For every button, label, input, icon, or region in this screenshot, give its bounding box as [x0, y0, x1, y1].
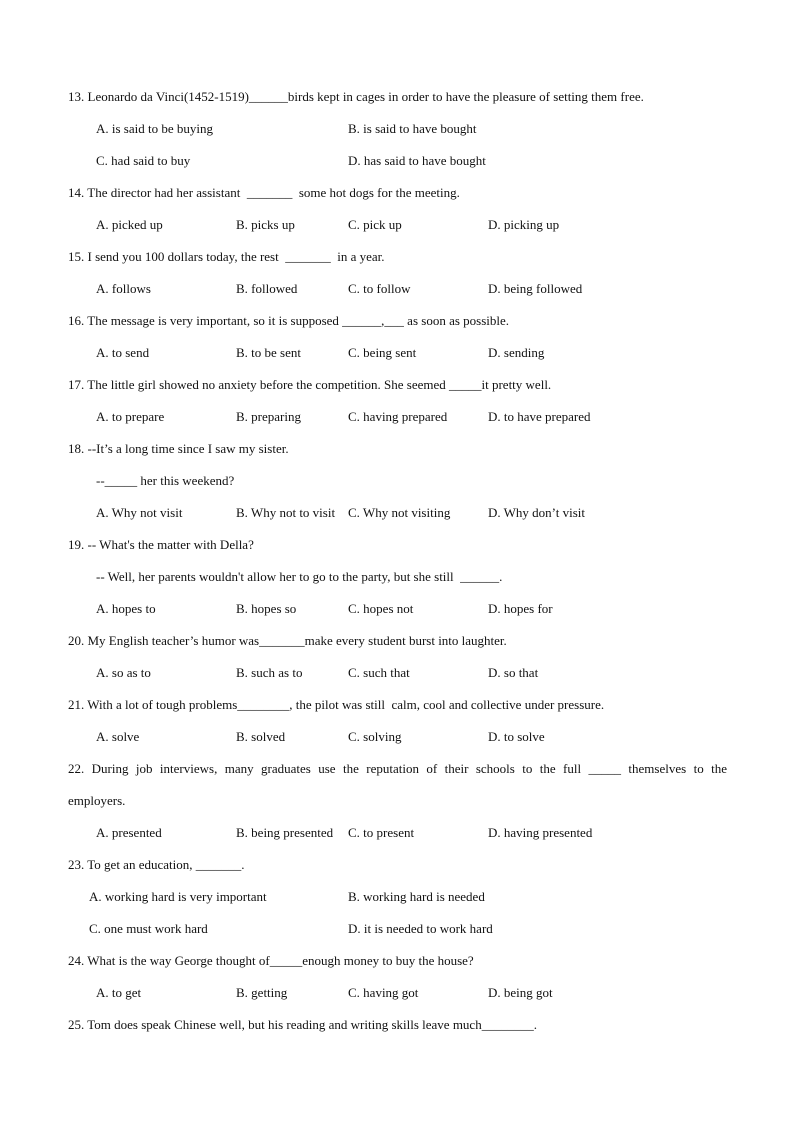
question-16-option-b: B. to be sent — [236, 345, 301, 360]
question-20-option-b: B. such as to — [236, 665, 303, 680]
question-21-option-a: A. solve — [96, 729, 140, 744]
question-21-option-d: D. to solve — [488, 729, 545, 744]
question-18-stem-reply: --_____ her this weekend? — [96, 473, 235, 488]
question-15-option-d: D. being followed — [488, 281, 583, 296]
question-19-stem: 19. -- What's the matter with Della? — [68, 537, 254, 552]
question-22-option-d: D. having presented — [488, 825, 593, 840]
question-14-stem: 14. The director had her assistant _______ some hot dogs for the meeting. — [68, 185, 460, 200]
question-14-option-a: A. picked up — [96, 217, 163, 232]
question-15-stem: 15. I send you 100 dollars today, the rest _______ in a year. — [68, 249, 385, 264]
question-24-option-a: A. to get — [96, 985, 142, 1000]
question-17-option-b: B. preparing — [236, 409, 301, 424]
question-17-option-a: A. to prepare — [96, 409, 165, 424]
question-14-option-c: C. pick up — [348, 217, 402, 232]
question-22-option-c: C. to present — [348, 825, 415, 840]
question-20-stem: 20. My English teacher’s humor was_______make every student burst into laughter. — [68, 633, 507, 648]
question-23-option-c: C. one must work hard — [89, 921, 208, 936]
question-23-option-b: B. working hard is needed — [348, 889, 485, 904]
question-18-stem: 18. --It’s a long time since I saw my sister. — [68, 441, 289, 456]
question-24-stem: 24. What is the way George thought of_____enough money to buy the house? — [68, 953, 474, 968]
question-13-option-d: D. has said to have bought — [348, 153, 486, 168]
question-24-option-d: D. being got — [488, 985, 553, 1000]
question-25-stem: 25. Tom does speak Chinese well, but his reading and writing skills leave much________. — [68, 1017, 537, 1032]
question-13-option-a: A. is said to be buying — [96, 121, 213, 136]
question-16-option-a: A. to send — [96, 345, 150, 360]
question-19-option-a: A. hopes to — [96, 601, 156, 616]
question-23-stem: 23. To get an education, _______. — [68, 857, 245, 872]
question-20-option-d: D. so that — [488, 665, 539, 680]
question-23-option-d: D. it is needed to work hard — [348, 921, 493, 936]
question-17-option-c: C. having prepared — [348, 409, 448, 424]
question-13-option-b: B. is said to have bought — [348, 121, 477, 136]
question-21-option-c: C. solving — [348, 729, 402, 744]
question-13-option-c: C. had said to buy — [96, 153, 191, 168]
question-15-option-a: A. follows — [96, 281, 151, 296]
question-22-option-b: B. being presented — [236, 825, 334, 840]
question-21-stem: 21. With a lot of tough problems________, the pilot was still calm, cool and collective under pressure. — [68, 697, 605, 712]
question-19-option-d: D. hopes for — [488, 601, 553, 616]
question-24-option-b: B. getting — [236, 985, 288, 1000]
question-20-option-a: A. so as to — [96, 665, 151, 680]
question-18-option-c: C. Why not visiting — [348, 505, 451, 520]
question-13-stem: 13. Leonardo da Vinci(1452-1519)______birds kept in cages in order to have the pleasure of setting them free. — [68, 89, 644, 104]
question-19-stem-reply: -- Well, her parents wouldn't allow her to go to the party, but she still ______. — [96, 569, 503, 584]
question-19-option-c: C. hopes not — [348, 601, 414, 616]
question-19-option-b: B. hopes so — [236, 601, 297, 616]
question-18-option-a: A. Why not visit — [96, 505, 183, 520]
question-14-option-d: D. picking up — [488, 217, 560, 232]
question-14-option-b: B. picks up — [236, 217, 295, 232]
question-16-option-d: D. sending — [488, 345, 545, 360]
question-18-option-d: D. Why don’t visit — [488, 505, 586, 520]
question-24-option-c: C. having got — [348, 985, 419, 1000]
question-22-stem-continued: employers. — [68, 793, 126, 808]
question-17-option-d: D. to have prepared — [488, 409, 591, 424]
question-18-option-b: B. Why not to visit — [236, 505, 336, 520]
question-22-option-a: A. presented — [96, 825, 162, 840]
question-17-stem: 17. The little girl showed no anxiety before the competition. She seemed _____it pretty well. — [68, 377, 552, 392]
question-15-option-b: B. followed — [236, 281, 298, 296]
question-20-option-c: C. such that — [348, 665, 410, 680]
question-22-stem: 22. During job interviews, many graduates use the reputation of their schools to the full _____ themselves to the — [68, 761, 727, 776]
question-21-option-b: B. solved — [236, 729, 286, 744]
question-23-option-a: A. working hard is very important — [89, 889, 267, 904]
question-16-option-c: C. being sent — [348, 345, 417, 360]
question-15-option-c: C. to follow — [348, 281, 411, 296]
question-16-stem: 16. The message is very important, so it is supposed ______,___ as soon as possible. — [68, 313, 510, 328]
